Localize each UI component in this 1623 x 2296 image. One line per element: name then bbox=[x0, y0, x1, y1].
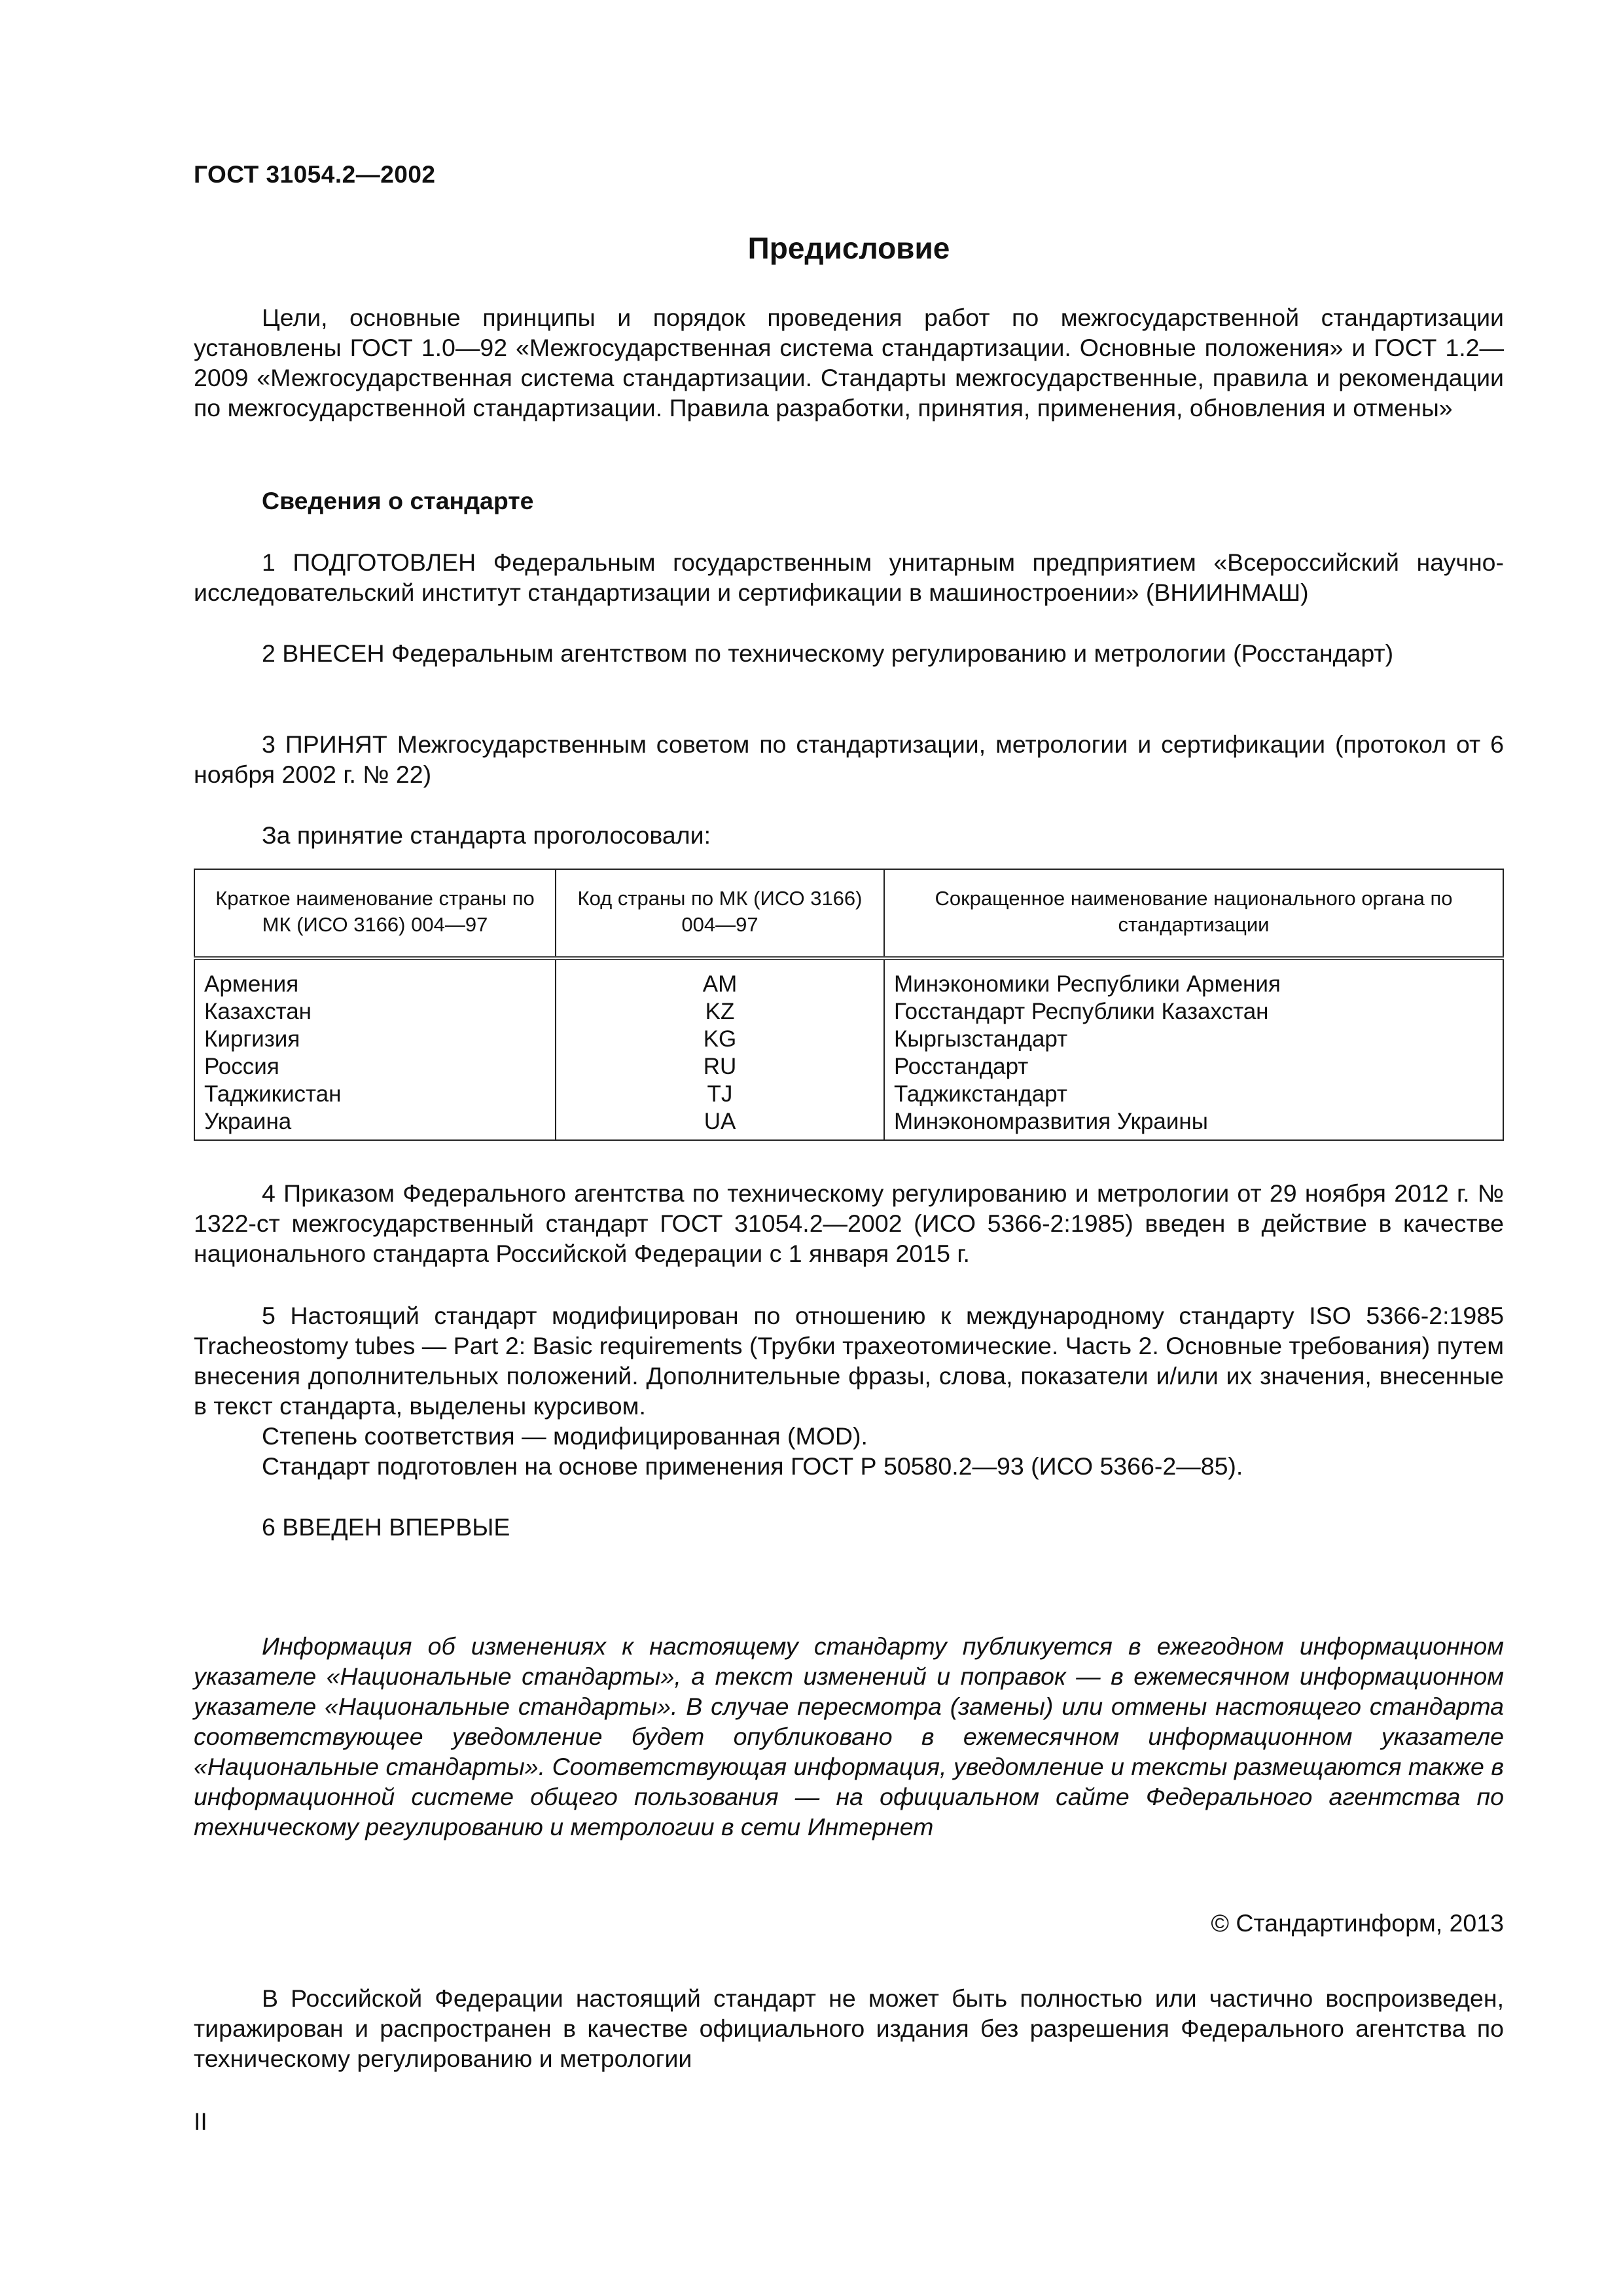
body-cell: Кыргызстандарт bbox=[884, 1026, 1503, 1053]
item-2-paragraph: 2 ВНЕСЕН Федеральным агентством по техническому регулированию и метрологии (Росстандарт) bbox=[262, 639, 1394, 667]
body-cell: Росстандарт bbox=[884, 1053, 1503, 1081]
intro-paragraph: Цели, основные принципы и порядок проведения работ по межгосударственной стандартизации установлены ГОСТ 1.0—92 «Межгосударственная система стандартизации. Основные положения» и ГОСТ 1.2—2009 «Межгосударственная система стандартизации. Стандарты межгосударственные, правила и рекомендации по межгосударственной стандартизации. Правила разработки, принятия, применения, обновления и отмены» bbox=[194, 304, 1504, 422]
item-3-paragraph: 3 ПРИНЯТ Межгосударственным советом по стандартизации, метрологии и сертификации (протокол от 6 ноября 2002 г. № 22) bbox=[194, 730, 1504, 788]
code-cell: KZ bbox=[556, 998, 884, 1026]
country-cell: Россия bbox=[194, 1053, 556, 1081]
table-row bbox=[194, 998, 1503, 1026]
table-header-code: Код страны по МК (ИСО 3166) 004—97 bbox=[556, 869, 884, 958]
body-cell: Госстандарт Республики Казахстан bbox=[884, 998, 1503, 1026]
code-cell: KG bbox=[556, 1026, 884, 1053]
basis-line: Стандарт подготовлен на основе применения ГОСТ Р 50580.2—93 (ИСО 5366-2—85). bbox=[262, 1452, 1243, 1480]
item-4-paragraph: 4 Приказом Федерального агентства по техническому регулированию и метрологии от 29 ноября 2012 г. № 1322-ст межгосударственный стандарт ГОСТ 31054.2—2002 (ИСО 5366-2:1985) введен в действие в качестве национального стандарта Российской Федерации с 1 января 2015 г. bbox=[194, 1179, 1504, 1267]
country-cell: Таджикистан bbox=[194, 1081, 556, 1108]
table-header-row bbox=[194, 869, 1503, 958]
item-5-paragraph: 5 Настоящий стандарт модифицирован по отношению к международному стандарту ISO 5366-2:1985 Tracheostomy tubes — Part 2: Basic requirements (Трубки трахеотомические. Часть 2. Основные требования) путем внесения дополнительных положений. Дополнительные фразы, слова, показатели и/или их значения, внесенные в текст стандарта, выделены курсивом. bbox=[194, 1302, 1504, 1420]
conformity-line: Степень соответствия — модифицированная (MOD). bbox=[262, 1422, 868, 1450]
table-row bbox=[194, 1108, 1503, 1140]
table-row bbox=[194, 1026, 1503, 1053]
section-heading: Сведения о стандарте bbox=[262, 487, 534, 514]
item-1-paragraph: 1 ПОДГОТОВЛЕН Федеральным государственным унитарным предприятием «Всероссийский научно-исследовательский институт стандартизации и сертификации в машиностроении» (ВНИИНМАШ) bbox=[194, 548, 1504, 606]
page-title: Предисловие bbox=[747, 231, 950, 265]
country-cell: Казахстан bbox=[194, 998, 556, 1026]
code-cell: TJ bbox=[556, 1081, 884, 1108]
item-6-paragraph: 6 ВВЕДЕН ВПЕРВЫЕ bbox=[262, 1513, 510, 1541]
table-row bbox=[194, 1081, 1503, 1108]
country-cell: Украина bbox=[194, 1108, 556, 1140]
table-header-country: Краткое наименование страны по МК (ИСО 3166) 004—97 bbox=[194, 869, 556, 958]
document-code-header: ГОСТ 31054.2—2002 bbox=[194, 161, 436, 188]
reproduction-notice: В Российской Федерации настоящий стандарт не может быть полностью или частично воспроизведен, тиражирован и распространен в качестве официального издания без разрешения Федерального агентства по техническому регулированию и метрологии bbox=[194, 1984, 1504, 2072]
body-cell: Минэкономразвития Украины bbox=[884, 1108, 1503, 1140]
page-number: II bbox=[194, 2108, 207, 2135]
body-cell: Минэкономики Республики Армения bbox=[884, 958, 1503, 998]
code-cell: AM bbox=[556, 958, 884, 998]
copyright-line: © Стандартинформ, 2013 bbox=[1211, 1909, 1504, 1937]
country-cell: Армения bbox=[194, 958, 556, 998]
voting-countries-table bbox=[194, 869, 1504, 1141]
code-cell: UA bbox=[556, 1108, 884, 1140]
table-row bbox=[194, 1053, 1503, 1081]
changes-notice: Информация об изменениях к настоящему стандарту публикуется в ежегодном информационном указателе «Национальные стандарты», а текст изменений и поправок — в ежемесячном информационном указателе «Национальные стандарты». В случае пересмотра (замены) или отмены настоящего стандарта соответствующее уведомление будет опубликовано в ежемесячном информационном указателе «Национальные стандарты». Соответствующая информация, уведомление и тексты размещаются также в информационной системе общего пользования — на официальном сайте Федерального агентства по техническому регулированию и метрологии в сети Интернет bbox=[194, 1632, 1504, 1840]
code-cell: RU bbox=[556, 1053, 884, 1081]
table-row bbox=[194, 958, 1503, 998]
voting-intro: За принятие стандарта проголосовали: bbox=[262, 821, 711, 849]
body-cell: Таджикстандарт bbox=[884, 1081, 1503, 1108]
country-cell: Киргизия bbox=[194, 1026, 556, 1053]
table-header-body: Сокращенное наименование национального органа по стандартизации bbox=[884, 869, 1503, 958]
